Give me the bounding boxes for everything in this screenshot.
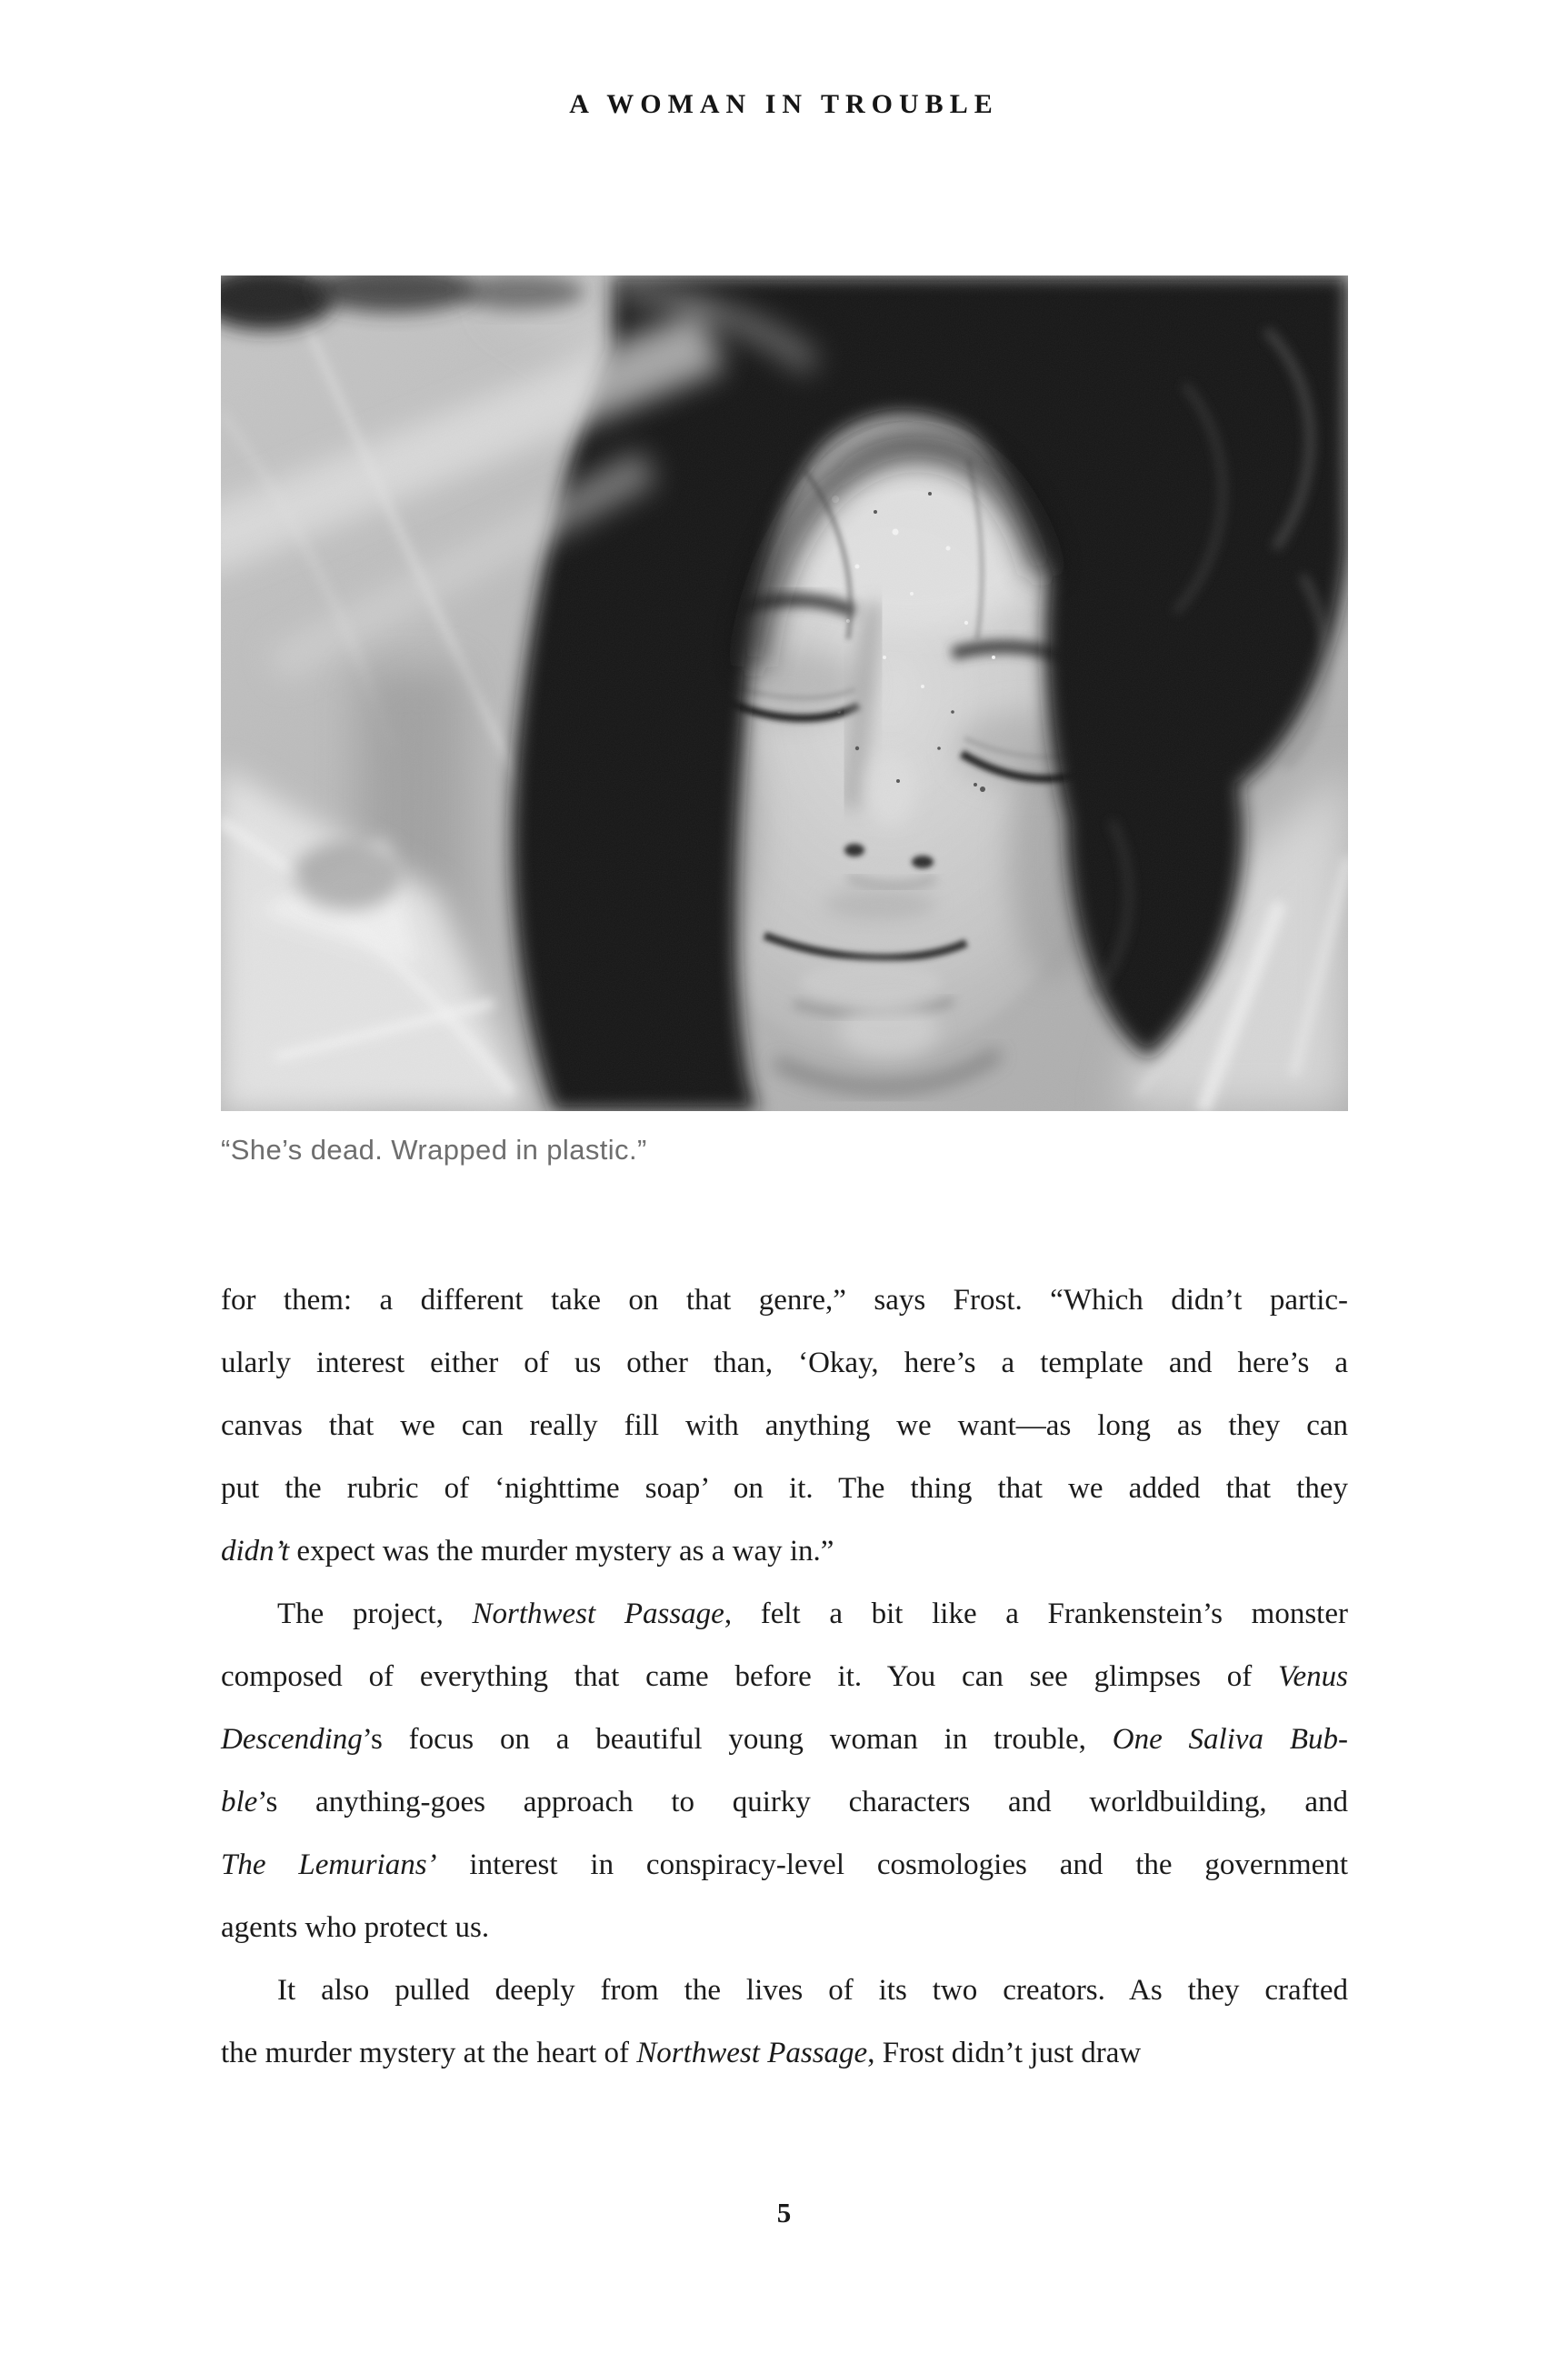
text-segment: for them: a different take on that genre,” says Frost. “Which didn’t partic- bbox=[221, 1284, 1348, 1317]
text-segment: didn’t bbox=[221, 1535, 290, 1568]
body-line bbox=[221, 1708, 1348, 1771]
text-segment: agents who protect us. bbox=[221, 1911, 490, 1944]
text-segment: ’s anything-goes approach to quirky characters and worldbuilding, and bbox=[257, 1786, 1348, 1818]
text-segment: composed of everything that came before it. You can see glimpses of bbox=[221, 1660, 1278, 1693]
figure-caption: “She’s dead. Wrapped in plastic.” bbox=[221, 1134, 647, 1166]
body-line bbox=[221, 1457, 1348, 1520]
text-segment: ularly interest either of us other than, ‘Okay, here’s a template and here’s a bbox=[221, 1347, 1348, 1379]
film-grain-overlay bbox=[221, 275, 1348, 1111]
body-line bbox=[221, 1269, 1348, 1332]
text-segment: interest in conspiracy-level cosmologies and the government bbox=[436, 1848, 1348, 1881]
text-segment: ble bbox=[221, 1786, 258, 1818]
text-segment: Northwest Passage bbox=[636, 2037, 868, 2069]
body-line bbox=[221, 1834, 1348, 1897]
body-line bbox=[221, 1646, 1348, 1708]
text-segment: It also pulled deeply from the lives of its two creators. As they crafted bbox=[277, 1974, 1348, 2007]
photo-illustration bbox=[221, 275, 1348, 1111]
body-text bbox=[221, 1269, 1348, 2085]
text-segment: One Saliva Bub- bbox=[1112, 1723, 1349, 1756]
text-segment: canvas that we can really fill with anything we want—as long as they can bbox=[221, 1409, 1348, 1442]
page-number: 5 bbox=[776, 2197, 792, 2229]
text-segment: The project, bbox=[277, 1598, 473, 1630]
body-line bbox=[221, 1332, 1348, 1395]
text-segment: Venus bbox=[1278, 1660, 1348, 1693]
text-segment: expect was the murder mystery as a way in.” bbox=[289, 1535, 834, 1568]
body-line bbox=[221, 2022, 1348, 2085]
text-segment: Descending bbox=[221, 1723, 363, 1756]
figure-photo bbox=[221, 275, 1348, 1111]
body-line bbox=[221, 1520, 1348, 1583]
body-line bbox=[221, 1771, 1348, 1834]
text-segment: ’s focus on a beautiful young woman in trouble, bbox=[362, 1723, 1113, 1756]
text-segment: Northwest Passage bbox=[472, 1598, 724, 1630]
body-line bbox=[221, 1395, 1348, 1457]
body-line bbox=[221, 1897, 1348, 1959]
body-line bbox=[221, 1959, 1348, 2022]
text-segment: put the rubric of ‘nighttime soap’ on it. The thing that we added that they bbox=[221, 1472, 1348, 1505]
body-line bbox=[221, 1583, 1348, 1646]
text-segment: , Frost didn’t just draw bbox=[867, 2037, 1142, 2069]
text-segment: , felt a bit like a Frankenstein’s monster bbox=[724, 1598, 1348, 1630]
text-segment: the murder mystery at the heart of bbox=[221, 2037, 637, 2069]
text-segment: The Lemurians’ bbox=[221, 1848, 437, 1881]
running-head: A WOMAN IN TROUBLE bbox=[569, 89, 999, 119]
